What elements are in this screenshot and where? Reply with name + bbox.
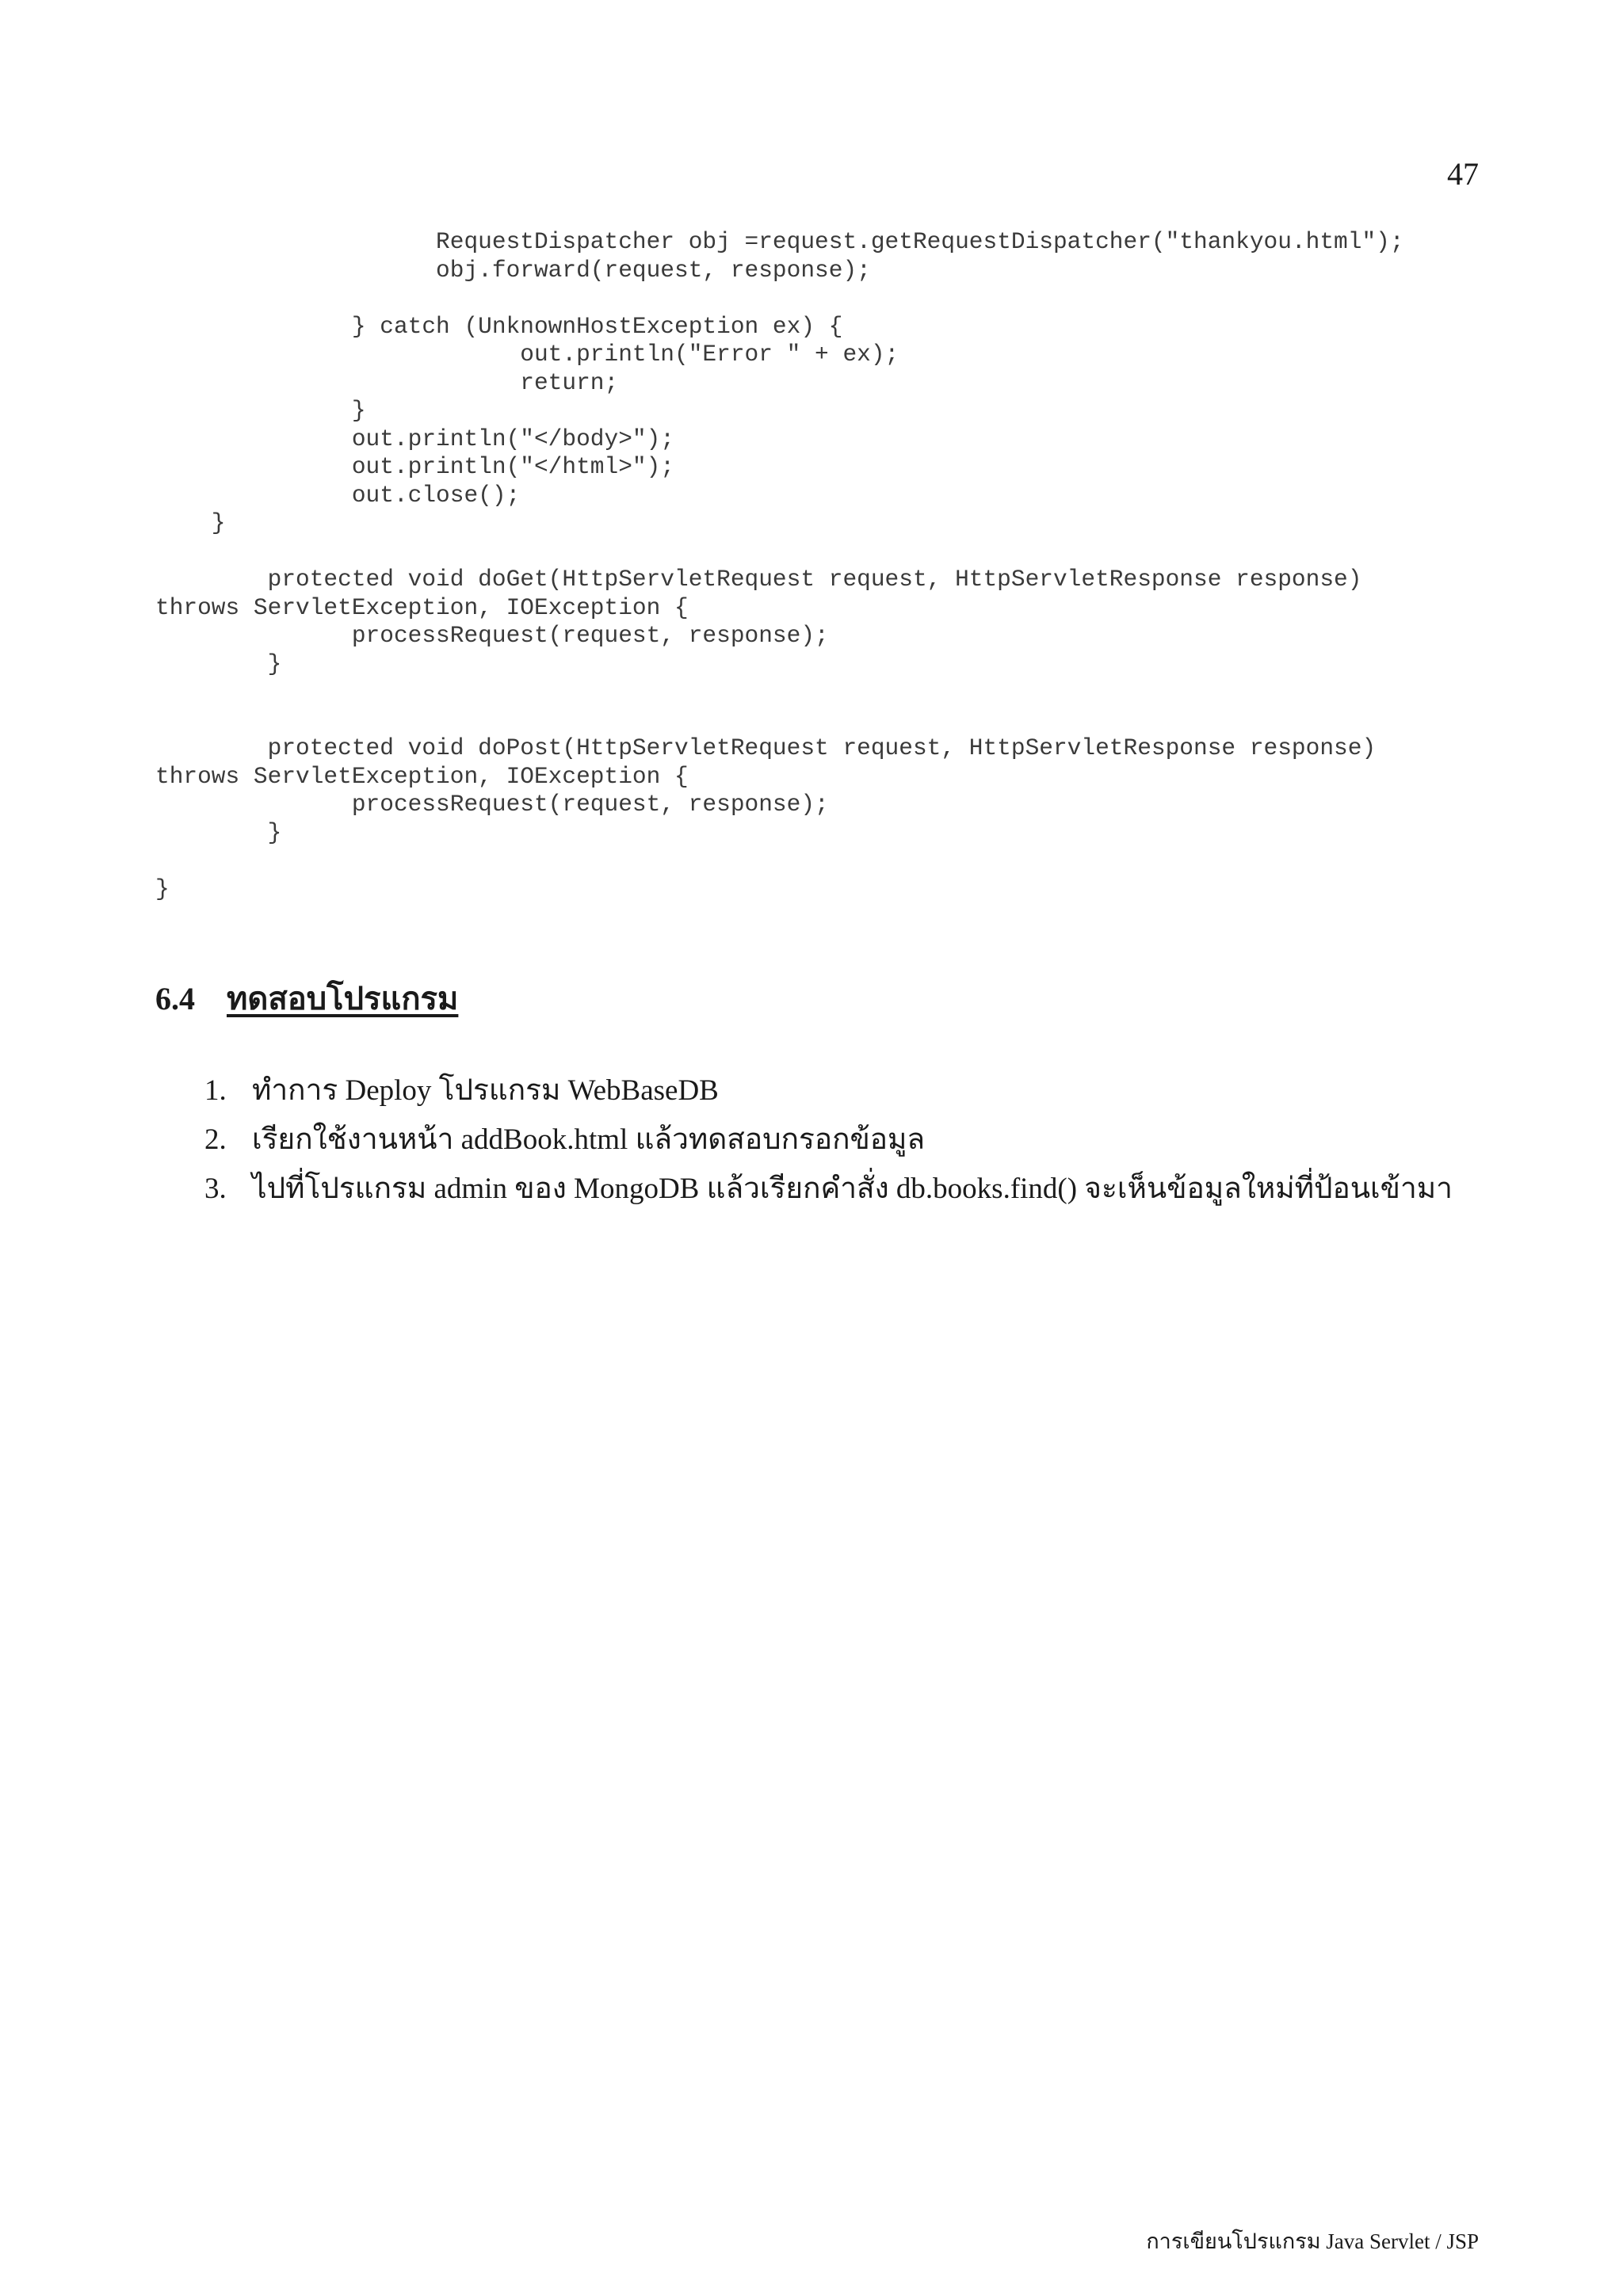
code-line: processRequest(request, response);	[155, 791, 829, 818]
code-line: obj.forward(request, response);	[155, 256, 871, 284]
step-item	[204, 1066, 1453, 1116]
code-line: RequestDispatcher obj =request.getRequestDispatcher("thankyou.html");	[155, 228, 1404, 255]
code-line	[155, 707, 1503, 735]
code-listing	[155, 228, 1503, 903]
code-line: out.println("</body>");	[155, 425, 675, 452]
code-line: processRequest(request, response);	[155, 622, 829, 649]
step-number: 3.	[204, 1173, 227, 1205]
code-line: return;	[155, 368, 619, 396]
section-title: ทดสอบโปรแกรม	[227, 981, 459, 1016]
page-footer: การเขียนโปรแกรม Java Servlet / JSP	[1146, 2229, 1479, 2253]
step-text: ไปที่โปรแกรม admin ของ MongoDB แล้วเรียกคำสั่ง db.books.find() จะเห็นข้อมูลใหม่ที่ป้อนเข้ามา	[252, 1173, 1453, 1205]
code-line: }	[155, 818, 282, 846]
code-line: }	[155, 397, 366, 424]
code-line	[155, 284, 1503, 313]
step-text: เรียกใช้งานหน้า addBook.html แล้วทดสอบกรอกข้อมูล	[252, 1123, 926, 1156]
code-line	[155, 678, 1503, 707]
steps-list	[204, 1066, 1453, 1214]
step-number: 1.	[204, 1074, 227, 1107]
code-line: throws ServletException, IOException {	[155, 593, 689, 621]
code-line: }	[155, 509, 226, 536]
step-number: 2.	[204, 1123, 227, 1156]
code-line: out.println("</html>");	[155, 453, 675, 480]
step-item	[204, 1116, 1453, 1165]
code-line	[155, 847, 1503, 875]
code-line: }	[155, 875, 170, 902]
code-line: } catch (UnknownHostException ex) {	[155, 312, 843, 340]
step-text: ทำการ Deploy โปรแกรม WebBaseDB	[252, 1074, 719, 1107]
code-line	[155, 538, 1503, 566]
section-heading	[155, 978, 466, 1020]
code-line: protected void doGet(HttpServletRequest request, HttpServletResponse response)	[155, 566, 1362, 593]
code-line: protected void doPost(HttpServletRequest request, HttpServletResponse response)	[155, 734, 1377, 761]
code-line: throws ServletException, IOException {	[155, 762, 689, 790]
code-line: out.println("Error " + ex);	[155, 341, 899, 368]
page-number: 47	[1447, 156, 1479, 192]
step-item	[204, 1165, 1453, 1214]
section-number: 6.4	[155, 981, 195, 1016]
code-line: }	[155, 650, 282, 677]
code-line: out.close();	[155, 481, 521, 509]
